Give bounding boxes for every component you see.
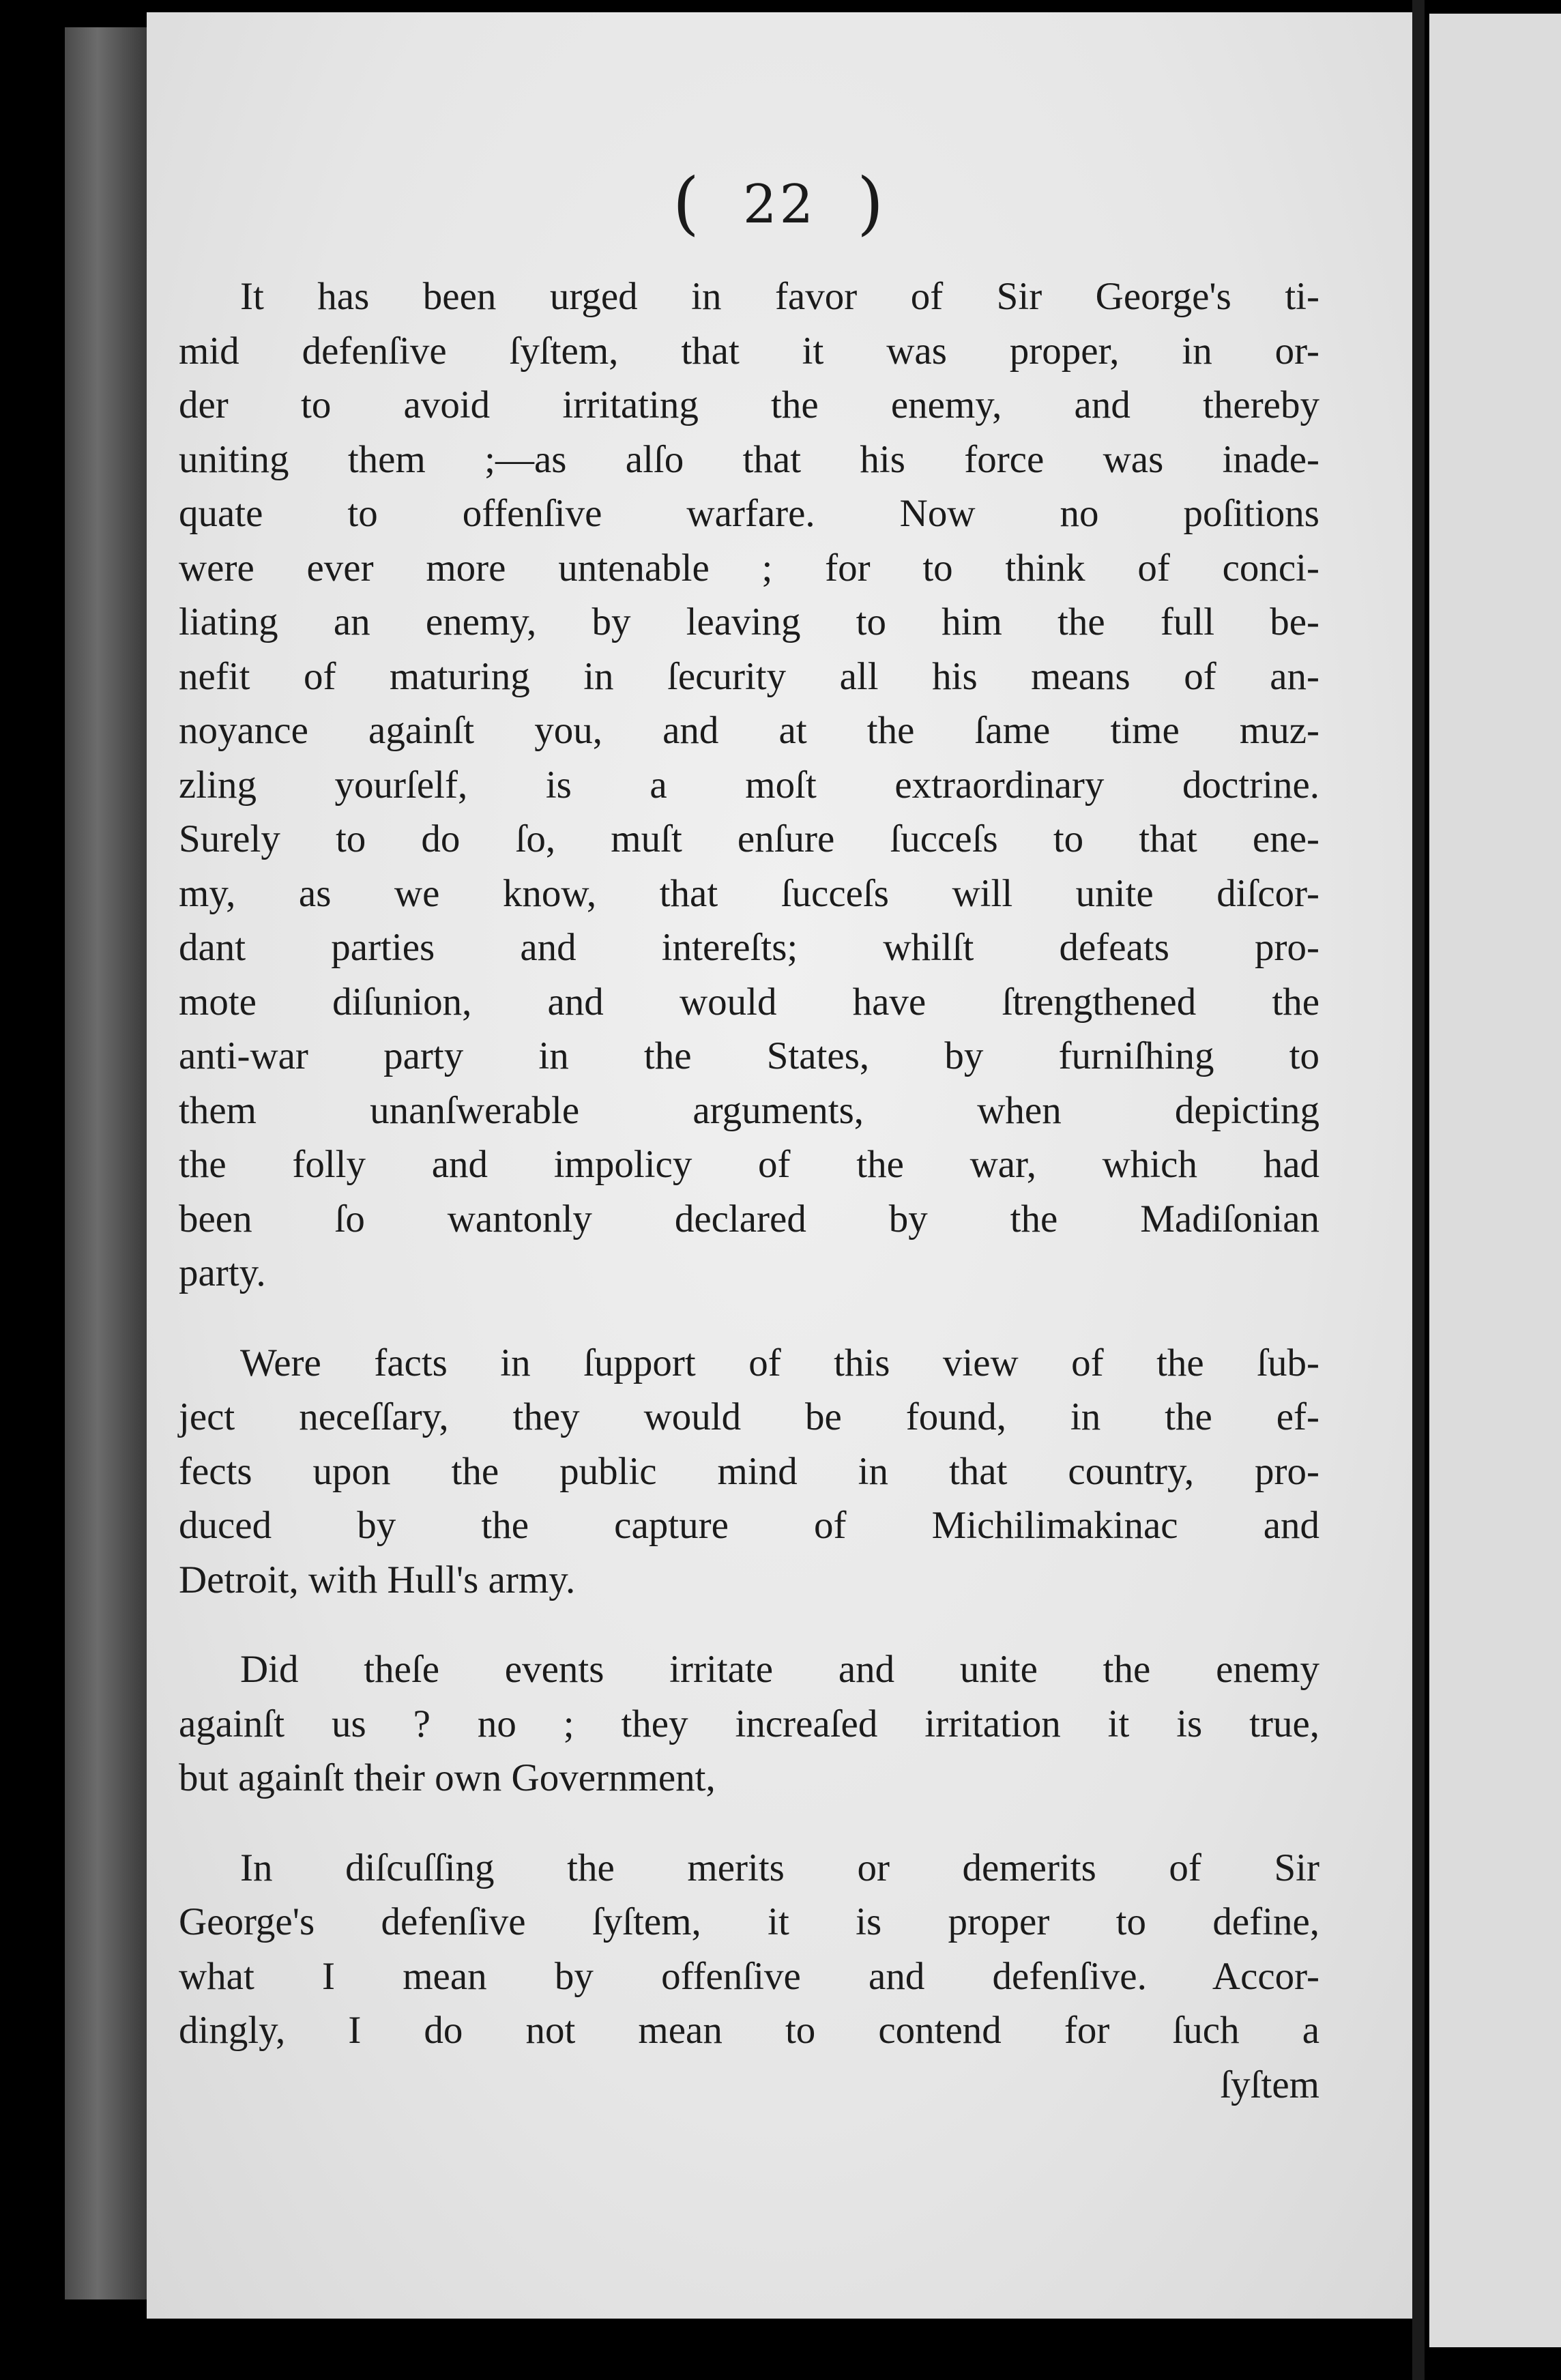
book-spine-left <box>65 27 147 2299</box>
text-line: fects upon the public mind in that country, pro- <box>179 1449 1319 1493</box>
text-line: George's defenſive ſyſtem, it is proper to define, <box>179 1900 1319 1943</box>
text-line: noyance againſt you, and at the ſame time muz- <box>179 709 1319 752</box>
paragraph-4 <box>179 1841 1319 2113</box>
text-line: been ſo wantonly declared by the Madiſonian <box>179 1197 1319 1240</box>
page-number-open-paren: ( <box>672 163 702 243</box>
text-line: nefit of maturing in ſecurity all his means of an- <box>179 654 1319 698</box>
text-line: dingly, I do not mean to contend for ſuch a <box>179 2009 1319 2052</box>
text-line: againſt us ? no ; they increaſed irritation it is true, <box>179 1702 1319 1745</box>
page-number-header <box>147 159 1412 243</box>
text-line: zling yourſelf, is a moſt extraordinary doctrine. <box>179 763 1319 807</box>
page-number-close-paren: ) <box>857 163 887 243</box>
text-line: ject neceſſary, they would be found, in the ef- <box>179 1395 1319 1438</box>
text-line: mid defenſive ſyſtem, that it was proper, in or- <box>179 329 1319 373</box>
text-line: uniting them ;—as alſo that his force was inade- <box>179 437 1319 481</box>
text-line: Did theſe events irritate and unite the enemy <box>240 1648 1319 1691</box>
text-line: Surely to do ſo, muſt enſure ſucceſs to that ene- <box>179 817 1319 860</box>
body-text <box>179 270 1319 2112</box>
text-line: party. <box>179 1251 266 1294</box>
text-line: my, as we know, that ſucceſs will unite diſcor- <box>179 871 1319 915</box>
text-line: dant parties and intereſts; whilſt defeats pro- <box>179 926 1319 969</box>
text-line: It has been urged in favor of Sir George's ti- <box>240 275 1319 318</box>
page-number: 22 <box>742 174 817 235</box>
text-line: In diſcuſſing the merits or demerits of Sir <box>240 1846 1319 1889</box>
paragraph-2 <box>179 1336 1319 1608</box>
text-line: anti-war party in the States, by furniſhing to <box>179 1034 1319 1077</box>
text-line: Detroit, with Hull's army. <box>179 1558 576 1601</box>
text-line: them unanſwerable arguments, when depicting <box>179 1088 1319 1132</box>
text-line: liating an enemy, by leaving to him the full be- <box>179 600 1319 643</box>
catchword: ſyſtem <box>1220 2063 1319 2106</box>
book-gutter <box>1412 0 1425 2380</box>
facing-page-edge <box>1429 14 1561 2347</box>
text-line: Were facts in ſupport of this view of the ſub- <box>240 1341 1319 1384</box>
text-line: duced by the capture of Michilimakinac and <box>179 1504 1319 1547</box>
text-line: what I mean by offenſive and defenſive. Accor- <box>179 1954 1319 1998</box>
text-line: der to avoid irritating the enemy, and thereby <box>179 383 1319 426</box>
text-line: were ever more untenable ; for to think of conci- <box>179 546 1319 590</box>
text-line: mote diſunion, and would have ſtrengthened the <box>179 980 1319 1024</box>
paragraph-3 <box>179 1642 1319 1805</box>
text-line: the folly and impolicy of the war, which had <box>179 1143 1319 1186</box>
text-line: quate to offenſive warfare. Now no poſitions <box>179 492 1319 535</box>
paragraph-1 <box>179 270 1319 1301</box>
text-line: but againſt their own Government, <box>179 1756 716 1799</box>
